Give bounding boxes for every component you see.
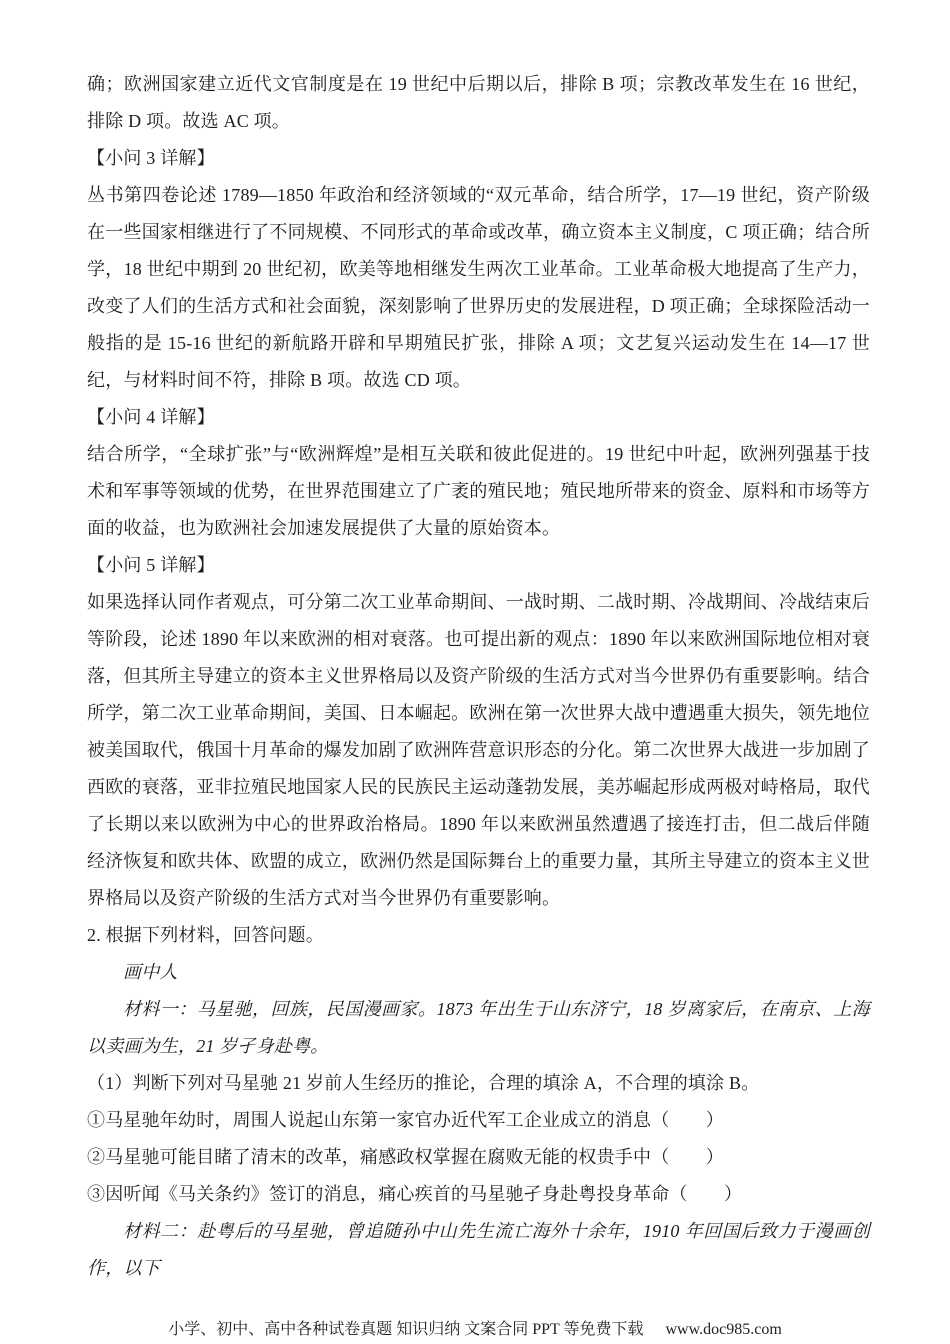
subquestion-5-heading: 【小问 5 详解】	[87, 555, 215, 575]
page-footer	[0, 1316, 950, 1339]
question-2-stem: 2. 根据下列材料，回答问题。	[87, 925, 324, 945]
subquestion-3-answer: 丛书第四卷论述 1789—1850 年政治和经济领域的“双元革命，结合所学，17—19 世纪，资产阶级在一些国家相继进行了不同规模、不同形式的革命或改革，确立资本主义制度，C 项正确；结合所学，18 世纪中期到 20 世纪初，欧美等地相继发生两次工业革命。工业革命极大地提高了生产力，改变了人们的生活方式和社会面貌，深刻影响了世界历史的发展进程，D 项正确；全球探险活动一般指的是 15-16 世纪的新航路开辟和早期殖民扩张，排除 A 项；文艺复兴运动发生在 14—17 世纪，与材料时间不符，排除 B 项。故选 CD 项。	[87, 185, 870, 390]
material-1-text: 材料一：马星驰，回族，民国漫画家。1873 年出生于山东济宁，18 岁离家后，在南京、上海以卖画为生，21 岁孑身赴粤。	[87, 999, 870, 1056]
option-item-3: ③因听闻《马关条约》签订的消息，痛心疾首的马星驰孑身赴粤投身革命（ ）	[87, 1184, 743, 1204]
footer-watermark-text: 小学、初中、高中各种试卷真题 知识归纳 文案合同 PPT 等免费下载	[168, 1321, 644, 1338]
option-item-2: ②马星驰可能目睹了清末的改革，痛感政权掌握在腐败无能的权贵手中（ ）	[87, 1147, 724, 1167]
subquestion-4-answer: 结合所学，“全球扩张”与“欧洲辉煌”是相互关联和彼此促进的。19 世纪中叶起，欧洲列强基于技术和军事等领域的优势，在世界范围建立了广袤的殖民地；殖民地所带来的资金、原料和市场等方面的收益，也为欧洲社会加速发展提供了大量的原始资本。	[87, 444, 870, 538]
subquestion-1-prompt: （1）判断下列对马星驰 21 岁前人生经历的推论，合理的填涂 A，不合理的填涂 B。	[87, 1073, 760, 1093]
subquestion-3-heading: 【小问 3 详解】	[87, 148, 215, 168]
answer-body-continuation: 确；欧洲国家建立近代文官制度是在 19 世纪中后期以后，排除 B 项；宗教改革发生在 16 世纪，排除 D 项。故选 AC 项。	[87, 74, 870, 131]
material-2-text: 材料二：赴粤后的马星驰，曾追随孙中山先生流亡海外十余年，1910 年回国后致力于漫画创作，以下	[87, 1221, 870, 1278]
material-section-title: 画中人	[123, 962, 178, 982]
option-item-1: ①马星驰年幼时，周围人说起山东第一家官办近代军工企业成立的消息（ ）	[87, 1110, 724, 1130]
document-content	[87, 66, 870, 1287]
subquestion-4-heading: 【小问 4 详解】	[87, 407, 215, 427]
subquestion-5-answer: 如果选择认同作者观点，可分第二次工业革命期间、一战时期、二战时期、冷战期间、冷战结束后等阶段，论述 1890 年以来欧洲的相对衰落。也可提出新的观点：1890 年以来欧洲国际地位相对衰落，但其所主导建立的资本主义世界格局以及资产阶级的生活方式对当今世界仍有重要影响。结合所学，第二次工业革命期间，美国、日本崛起。欧洲在第一次世界大战中遭遇重大损失，领先地位被美国取代，俄国十月革命的爆发加剧了欧洲阵营意识形态的分化。第二次世界大战进一步加剧了西欧的衰落，亚非拉殖民地国家人民的民族民主运动蓬勃发展，美苏崛起形成两极对峙格局，取代了长期以来以欧洲为中心的世界政治格局。1890 年以来欧洲虽然遭遇了接连打击，但二战后伴随经济恢复和欧共体、欧盟的成立，欧洲仍然是国际舞台上的重要力量，其所主导建立的资本主义世界格局以及资产阶级的生活方式对当今世界仍有重要影响。	[87, 592, 870, 908]
footer-site-url: www.doc985.com	[665, 1321, 782, 1338]
